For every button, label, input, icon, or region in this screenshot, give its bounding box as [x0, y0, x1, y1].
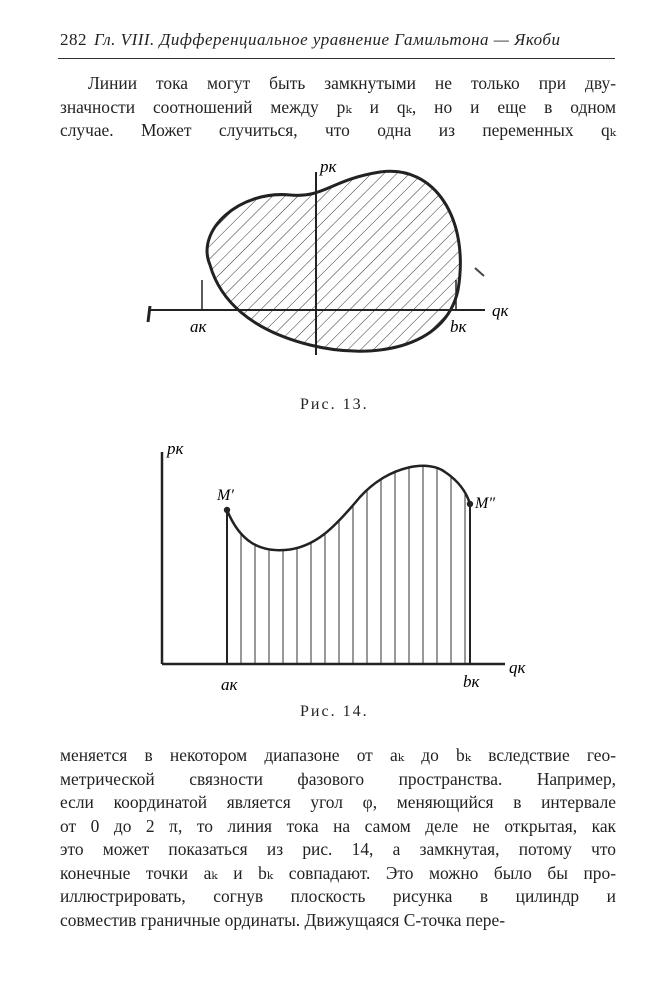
header-rule [58, 58, 615, 59]
label-m1: M′ [217, 487, 234, 504]
text-line: совместив граничные ординаты. Движущаяся C-точка пере- [60, 909, 506, 930]
text-line: конечные точки aₖ и bₖ совпадают. Это можно было бы про- [60, 862, 616, 883]
label-p: pк [320, 157, 337, 176]
page-number: 282 [60, 30, 87, 49]
label-a: aк [221, 675, 238, 694]
running-title: Гл. VIII. Дифференциальное уравнение Гамильтона — Якоби [94, 30, 561, 49]
point-m1 [224, 507, 230, 513]
trajectory-curve [227, 466, 470, 550]
text-line: от 0 до 2 π, то линия тока на самом деле не открытая, как [60, 815, 616, 836]
figure-13 [140, 150, 530, 390]
closed-curve [207, 171, 460, 351]
label-m2: M″ [475, 495, 495, 512]
text-line: Линии тока могут быть замкнутыми не только при дву- [88, 73, 616, 93]
stray-mark [475, 268, 484, 276]
stray-mark [148, 306, 150, 322]
figure-13-caption: Рис. 13. [300, 396, 369, 413]
text-line: иллюстрировать, согнув плоскость рисунка в цилиндр и [60, 886, 616, 906]
figure-14 [145, 432, 540, 694]
text-line: метрической связности фазового пространства. Например, [60, 768, 616, 789]
text-line: если координатой является угол φ, меняющийся в интервале [60, 792, 616, 812]
text-line: случае. Может случиться, что одна из переменных qₖ [60, 120, 616, 140]
label-p: pк [167, 439, 184, 458]
label-q: qк [492, 301, 509, 320]
running-header [60, 30, 616, 60]
paragraph-bottom [60, 744, 616, 932]
text-line: меняется в некотором диапазоне от aₖ до bₖ вследствие гео- [60, 745, 616, 765]
label-q: qк [509, 658, 526, 677]
shaded-area [241, 452, 465, 664]
paragraph-top [60, 72, 616, 143]
label-b: bк [463, 672, 480, 691]
point-m2 [467, 501, 473, 507]
label-b: bк [450, 317, 467, 336]
text-line: это может показаться из рис. 14, а замкнутая, потому что [60, 839, 616, 859]
figure-14-caption: Рис. 14. [300, 703, 369, 720]
text-line: значности соотношений между pₖ и qₖ, но и еще в одном [60, 96, 616, 117]
label-a: aк [190, 317, 207, 336]
